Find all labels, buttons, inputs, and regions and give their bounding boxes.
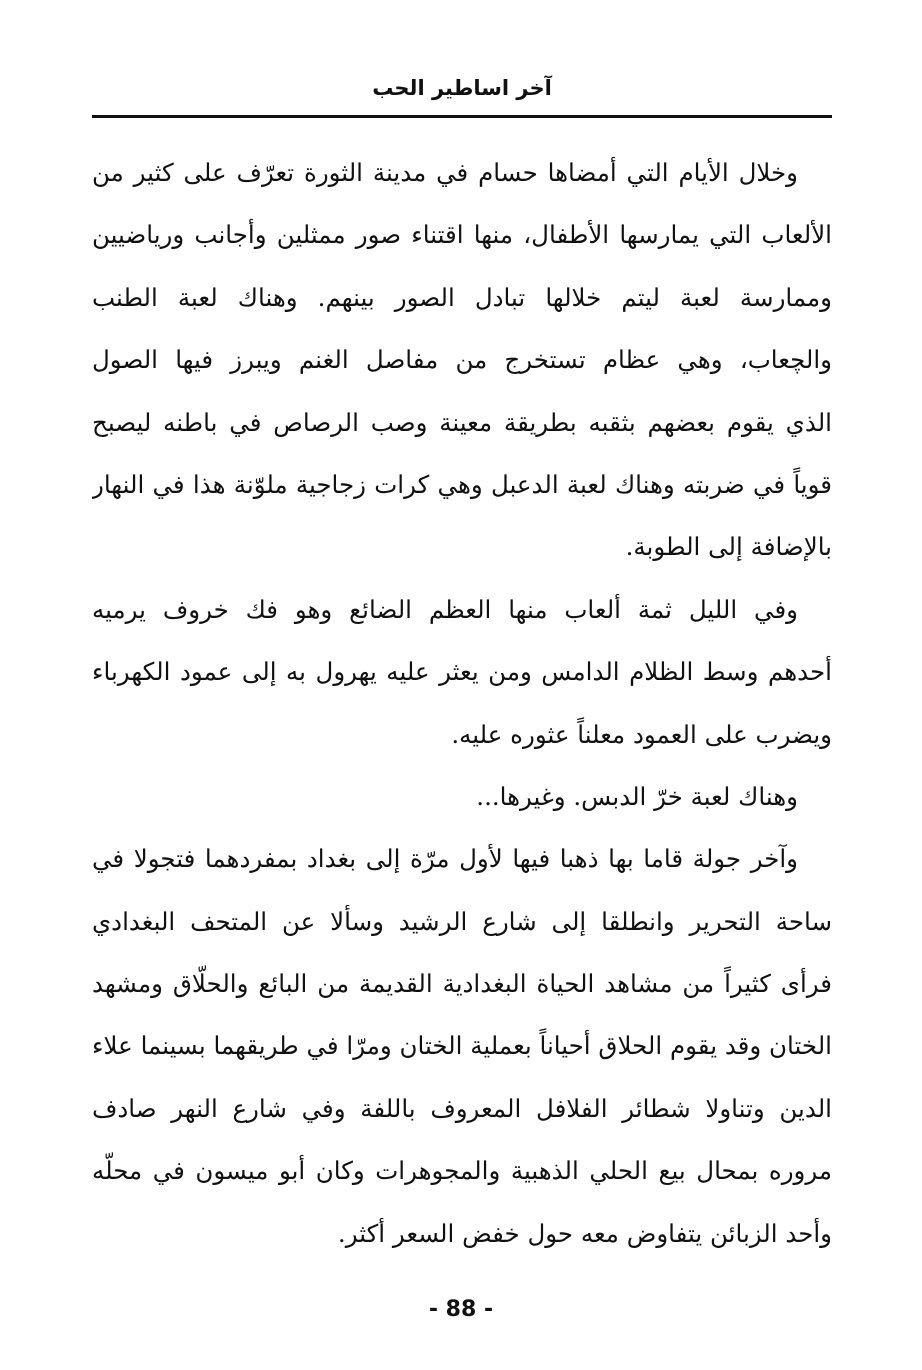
text-line: مروره بمحال بيع الحلي الذهبية والمجوهرات وكان أبو ميسون في محلّه — [92, 1156, 832, 1186]
text-line: وهناك لعبة خرّ الدبس. وغيرها... — [476, 781, 798, 811]
text-line: وفي الليل ثمة ألعاب منها العظم الضائع وهو فك خروف يرميه — [92, 594, 798, 624]
text-line: وآخر جولة قاما بها ذهبا فيها لأول مرّة إلى بغداد بمفردهما فتجولا في — [92, 844, 798, 874]
text-line: الدين وتناولا شطائر الفلافل المعروف باللفة وفي شارع النهر صادف — [92, 1093, 832, 1123]
body-text — [92, 142, 832, 1265]
text-line: وأحد الزبائن يتفاوض معه حول خفض السعر أكثر. — [337, 1218, 832, 1248]
text-line: الذي يقوم بعضهم بثقبه بطريقة معينة وصب الرصاص في باطنه ليصبح — [92, 407, 832, 437]
text-line: والچعاب، وهي عظام تستخرج من مفاصل الغنم ويبرز فيها الصول — [92, 345, 832, 375]
text-line: وخلال الأيام التي أمضاها حسام في مدينة الثورة تعرّف على كثير من — [92, 158, 798, 187]
header-rule — [92, 115, 832, 118]
text-line: فرأى كثيراً من مشاهد الحياة البغدادية القديمة من البائع والحلّاق ومشهد — [92, 969, 832, 999]
text-line: ويضرب على العمود معلناً عثوره عليه. — [451, 719, 832, 749]
text-line: بالإضافة إلى الطوبة. — [625, 532, 832, 562]
text-line: الألعاب التي يمارسها الأطفال، منها اقتناء صور ممثلين وأجانب ورياضيين — [92, 220, 832, 250]
text-line: أحدهم وسط الظلام الدامس ومن يعثر عليه يهرول به إلى عمود الكهرباء — [92, 657, 832, 687]
page-number: - 88 - — [428, 1297, 494, 1322]
text-line: ساحة التحرير وانطلقا إلى شارع الرشيد وسألا عن المتحف البغدادي — [92, 906, 832, 936]
text-line: قوياً في ضربته وهناك لعبة الدعبل وهي كرات زجاجية ملوّنة هذا في النهار — [92, 469, 832, 499]
text-line: وممارسة لعبة ليتم خلالها تبادل الصور بينهم. وهناك لعبة الطنب — [92, 282, 832, 312]
text-line: الختان وقد يقوم الحلاق أحياناً بعملية الختان ومرّا في طريقهما بسينما علاء — [92, 1031, 832, 1061]
running-title: آخر اساطير الحب — [372, 76, 552, 100]
